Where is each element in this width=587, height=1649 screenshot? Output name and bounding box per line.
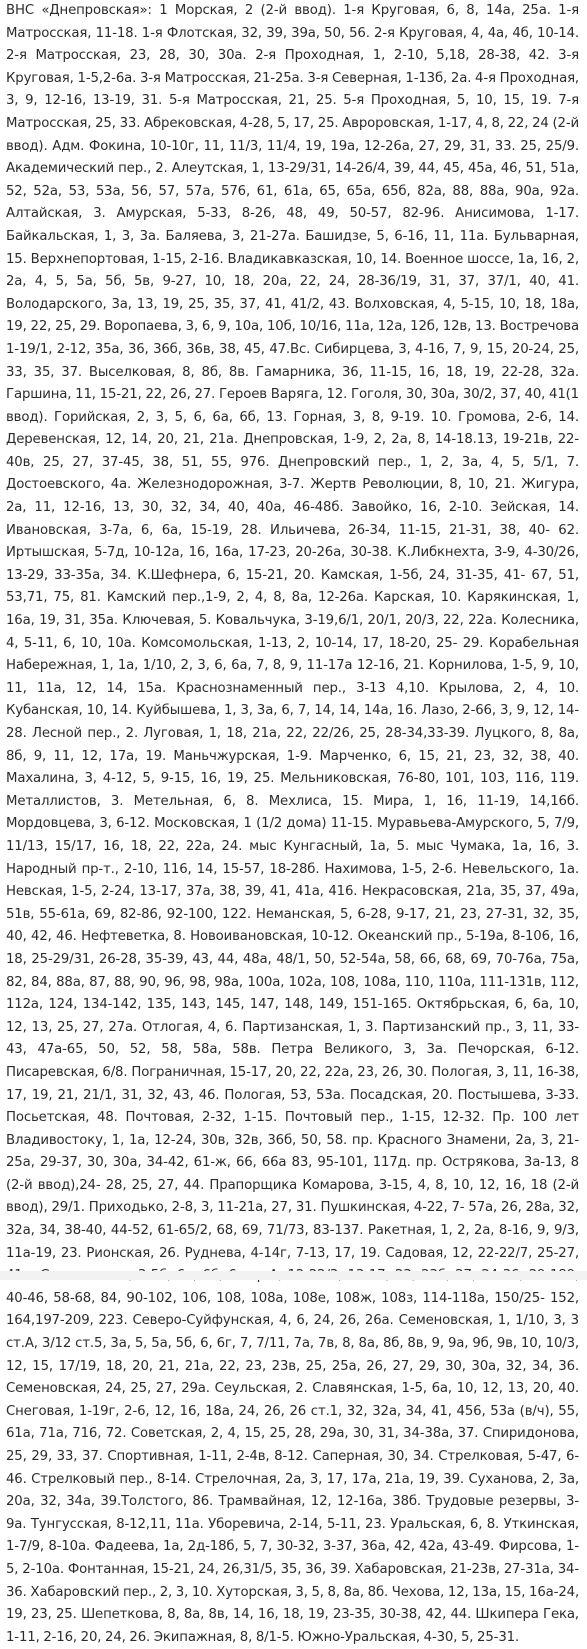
bottom-divider	[0, 1271, 587, 1280]
address-list-paragraph: ВНС «Днепровская»: 1 Морская, 2 (2-й ввод). 1-я Круговая, 6, 8, 14а, 25а. 1-я Матросская, 11-18. 1-я Флотская, 32, 39, 39а, 50, 56. 2-я Круговая, 4, 4а, 4б, 10-14. 2-я Матросская, 23, 28, 30, 30а. 2-я Проходная, 1, 2-10, 5,18, 28-38, 42. 3-я Круговая, 1-5,2-6а. 3-я Матросская, 21-25а. 3-я Северная, 1-13б, 2а. 4-я Проходная, 3, 9, 12-16, 13-19, 31. 5-я Матросская, 21, 25. 5-я Проходная, 5, 10, 15, 19. 7-я Матросская, 25, 33. Абрековская, 4-28, 5, 17, 25. Авроровская, 1-17, 4, 8, 22, 24 (2-й ввод). Адм. Фокина, 10-10г, 11, 11/3, 11/4, 19, 19а, 12-26а, 27, 29, 31, 33. 25, 25/9. Академический пер., 2. Алеутская, 1, 13-29/31, 14-26/4, 39, 44, 45, 45а, 46, 51, 51а, 52, 52а, 53, 53а, 56, 57, 57а, 576, 61, 61а, 65, 65а, 65б, 82а, 88, 88а, 90а, 92а. Алтайская, 3. Амурская, 5-33, 8-26, 48, 49, 50-57, 82-96. Анисимова, 1-17. Байкальская, 1, 3, 3а. Баляева, 3, 21-27а. Башидзе, 5, 6-16, 11, 11а. Бульварная, 15. Верхнепортовая, 1-15, 2-16. Владикавказская, 10, 14. Военное шоссе, 1а, 16, 2, 2а, 4, 5, 5а, 5б, 5в, 9-27, 10, 18, 20а, 22, 24, 28-36/19, 31, 37, 37/1, 40, 41. Володарского, 3а, 13, 19, 25, 35, 37, 41, 41/2, 43. Волховская, 4, 5-15, 10, 18, 18а, 19, 22, 25, 29. Воропаева, 3, 6, 9, 10а, 10б, 10/16, 11а, 12а, 12б, 12в, 13. Востречова 1-19/1, 2-12, 35а, 36, 36б, 36в, 38, 45, 47.Вс. Сибирцева, 3, 4-16, 7, 9, 15, 20-24, 25, 33, 35, 37. Выселковая, 8, 8б, 8в. Гамарника, 36, 11-15, 16, 18, 19, 22-28, 32а. Гаршина, 11, 15-21, 22, 26, 27. Героев Варяга, 12. Гоголя, 30, 30а, 30/2, 37, 40, 41(1 ввод). Горийская, 2, 3, 5, 6, 6а, 6б, 13. Горная, 3, 8, 9-19. 10. Громова, 2-6, 14. Деревенская, 12, 14, 20, 21, 21а. Днепровская, 1-9, 2, 2а, 8, 14-18.13, 19-21в, 22-40в, 25, 27, 37-45, 38, 51, 55, 976. Днепровский пер., 1, 2, 3а, 4, 5, 5/1, 7. Достоевского, 4а. Железнодорожная, 3-7. Жертв Революции, 8, 10, 21. Жигура, 2а, 11, 12-16, 13, 30, 32, 34, 40, 40а, 46-48б. Завойко, 16, 2-10. Зейская, 14. Ивановская, 3-7а, 6, 6а, 15-19, 28. Ильичева, 26-34, 11-15, 21-31, 38, 40- 62. Иртышская, 5-7д, 10-12а, 16, 16а, 17-23, 20-26а, 30-38. К.Либкнехта, 3-9, 4-30/26, 13-29, 33-35а, 34. К.Шефнера, 6, 15-21, 20. Камская, 1-5б, 24, 31-35, 41- 67, 51, 53,71, 75, 81. Камский пер.,1-9, 2, 4, 8, 8а, 12-26а. Карская, 10. Карякинская, 1, 16а, 19, 31, 35а. Ключевая, 5. Ковальчука, 3-19,6/1, 20/1, 20/3, 22, 22а. Колесника, 4, 5-11, 6, 10, 10а. Комсомольская, 1-13, 2, 10-14, 17, 18-20, 25- 29. Корабельная Набережная, 1, 1а, 1/10, 2, 3, 6, 6а, 7, 8, 9, 11-17а 12-16, 21. Корнилова, 1-5, 9, 10, 11, 11а, 12, 14, 15а. Краснознаменный пер., 3-13 4,10. Крылова, 2, 4, 10. Кубанская, 10, 14. Куйбышева, 1, 3, 3а, 6, 7, 14, 14, 14а, 16. Лазо, 2-66, 3, 9, 12, 14-28. Лесной пер., 2. Луговая, 1, 18, 21а, 22, 22/26, 25, 28-34,33-39. Луцкого, 8, 8а, 8б, 9, 11, 12, 17а, 19. Маньчжурская, 1-9. Марченко, 6, 15, 21, 23, 32, 38, 40. Махалина, 3, 4-12, 5, 9-15, 16, 19, 25. Мельниковская, 76-80, 101, 103, 116, 119. Металлистов, 3. Метельная, 6, 8. Мехлиса, 15. Мира, 1, 16, 11-19, 14,16б. Мордовцева, 3, 6-12. Московская, 1 (1/2 дома) 11-15. Муравьева-Амурского, 5, 7/9, 11/13, 15/17, 16, 18, 22, 22а, 24. мыс Кунгасный, 1а, 5. мыс Чумака, 1а, 16, 3. Народный пр-т., 2-10, 116, 14, 15-57, 18-28б. Нахимова, 1-5, 2-6. Невельского, 1а. Невская, 1-5, 2-24, 13-17, 37а, 38, 39, 41, 41а, 416. Некрасовская, 21а, 35, 37, 49а, 51в, 55-61а, 69, 82-86, 92-100, 122. Неманская, 5, 6-28, 9-17, 21, 23, 27-31, 32, 35, 40, 42, 46. Нефтеветка, 8. Новоивановская, 10-12. Океанский пр., 5-19а, 8-106, 16, 18, 25-29/31, 26-28, 35-39, 43, 44, 48а, 48/1, 50, 52-54а, 58, 66, 68, 69, 70-76а, 75а, 82, 84, 88а, 87, 88, 90, 96, 98, 98а, 100а, 102а, 108, 108а, 110, 110а, 111-131в, 112, 112а, 124, 134-142, 135, 143, 145, 147, 148, 149, 151-165. Октябрьская, 6, 6а, 10, 12, 13, 25, 27, 27а. Отлогая, 4, 6. Партизанская, 1, 3. Партизанский пр., 3, 11, 33-43, 47а-65, 50, 52, 58, 58а, 58в. Петра Великого, 3, 3а. Печорская, 6-12. Писаревская, 6/8. Пограничная, 15-17, 20, 22, 22а, 23, 26, 30. Пологая, 3, 11, 16-38, 17, 19, 21, 21/1, 31, 32, 43, 46. Пологая, 53, 53а. Посадская, 20. Постышева, 3-33. Посьетская, 48. Почтовая, 2-32, 1-15. Почтовый пер., 1-15, 12-32. Пр. 100 лет Владивостоку, 1, 1а, 12-24, 30в, 32в, 36б, 50, 58. пр. Красного Знамени, 2а, 3, 21-25а, 29-37, 30, 30а, 34-42, 61-ж, 66, 66а 83, 95-101, 117д. пр. Острякова, 3а-13, 8 (2-й ввод),24- 28, 25, 27, 44. Прапорщика Комарова, 3-15, 4, 8, 10, 12, 16, 18 (2-й ввод), 29/1. Приходько, 2-8, 3, 11-21а, 27, 31. Пушкинская, 4-22, 7- 57а, 26, 28а, 32, 32а, 34, 38-40, 44-52, 61-65/2, 68, 69, 71/73, 83-137. Ракетная, 1, 2, 2а, 8-16, 9, 9/3, 11а-19, 23. Рионская, 26. Руднева, 4-14г, 7-13, 17, 19. Садовая, 12, 22-22/7, 25-27, 40-46, 58-68, 84, 90-102, 106, 108, 108а, 108е, 108ж, 108з, 114-118а, 150/25- 152, 164,197-209, 223. Северо-Суйфунская, 4, 6, 24, 26, 26а. Семеновская, 1, 1/10, 3, 3 ст.А, 3/12 ст.5, 3а, 5, 5а, 5б, 6, 6г, 7, 7/11, 7а, 7в, 8, 8а, 8б, 8в, 9, 9а, 9б, 9в, 10, 10/3, 12, 15, 17/19, 18, 20, 21, 21а, 22, 23, 23в, 25, 25а, 26, 27, 29, 30, 30а, 32, 34, 36. Семеновская, 24, 25, 27, 29а. Сеульская, 2. Славянская, 1-5, 6а, 10, 12, 13, 20, 40. Снеговая, 1-19г, 2-6, 12, 16, 18а, 24, 26, 26 ст.1, 32, 32а, 34, 41, 456, 53а (в/ч), 55, 61а, 71а, 716, 72. Советская, 2, 4, 15, 25, 28, 29а, 30, 31, 34-38а, 37. Спиридонова, 25, 29, 33, 37. Спортивная, 1-11, 2-4в, 8-12. Саперная, 30, 34. Стрелковая, 5-47, 6-46. Стрелковый пер., 8-14. Стрелочная, 2а, 3, 17, 17а, 21а, 19, 39. Суханова, 2, 3а, 20а, 32, 34а, 39.Толстого, 86. Трамвайная, 12, 12-16а, 38б. Трудовые резервы, 3-9а. Тунгусская, 8-12,11, 11а. Уборевича, 2-14, 5-11, 23. Уральская, 6, 8. Уткинская, 1-7/9, 8-10а. Фадеева, 1а, 2д-18б, 5, 7, 30-32, 3-37, 36а, 42, 42а, 43-49. Фирсова, 1-5, 2-10а. Фонтанная, 15-21, 24, 26,31/5, 35, 36, 39. Хабаровская, 21-23в, 27-31а, 34-36. Хабаровский пер., 2, 3, 10. Хуторская, 3, 5, 8, 8а, 8б. Чехова, 12, 13а, 15, 16а-24, 19, 23, 25. Шепеткова, 8, 8а, 8в, 14, 16, 18, 19, 23-35, 30-38, 42, 44. Шкипера Гека, 1-11, 2-16, 20, 24, 26. Экипажная, 8, 8/1-5. Южно-Уральская, 4-30, 5, 25-31.	[6, 3, 580, 1645]
